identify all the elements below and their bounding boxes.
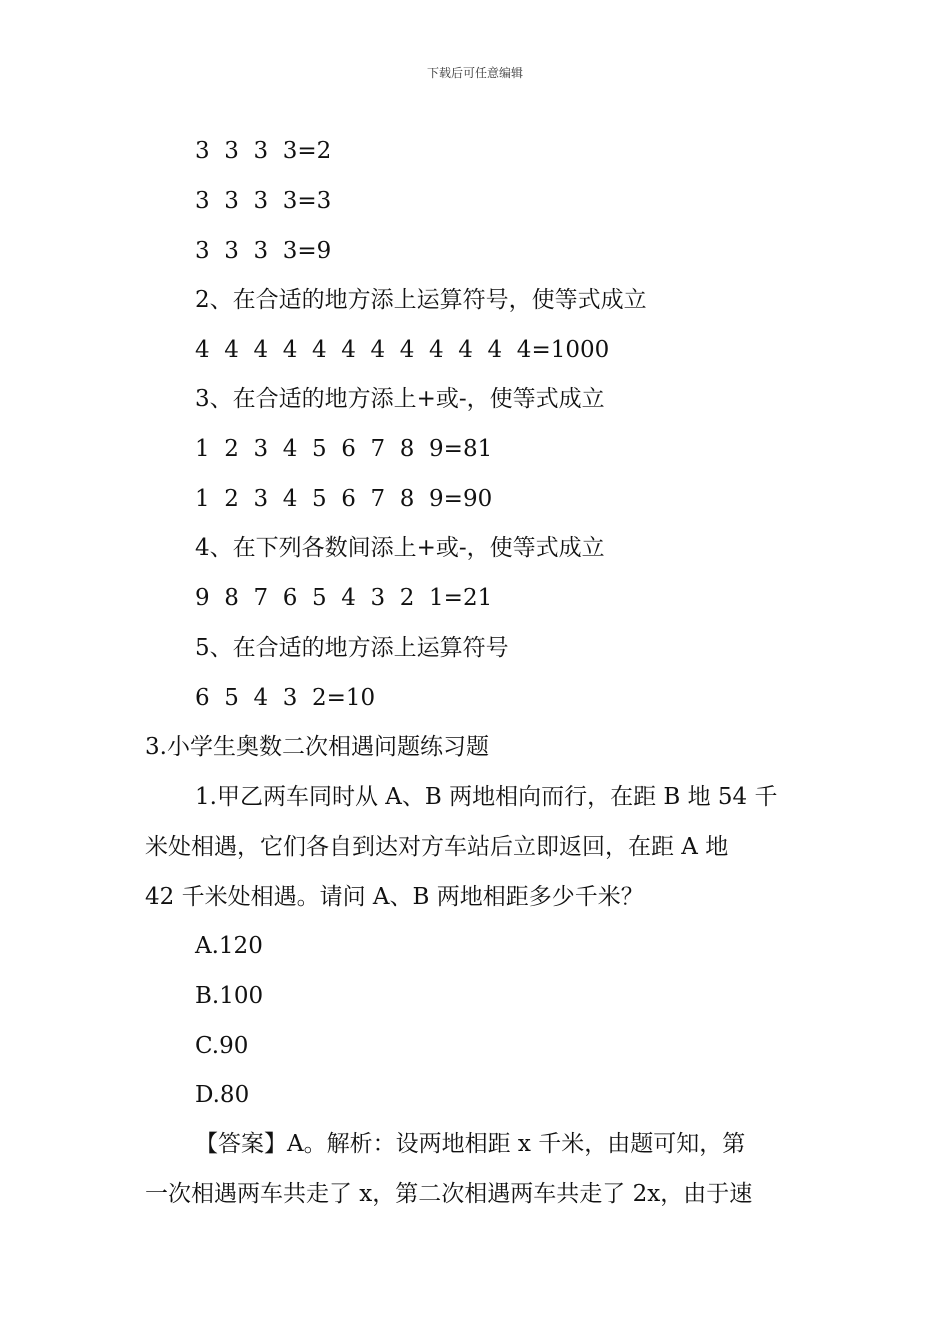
equation-line: 6 5 4 3 2=10 xyxy=(195,685,376,711)
page-header: 下载后可任意编辑 xyxy=(426,66,523,80)
section-title: 3.小学生奥数二次相遇问题练习题 xyxy=(145,734,489,760)
answer-text-line: 一次相遇两车共走了 x，第二次相遇两车共走了 2x，由于速 xyxy=(145,1181,753,1207)
option-a: A.120 xyxy=(195,933,263,959)
option-d: D.80 xyxy=(195,1082,250,1108)
equation-line: 1 2 3 4 5 6 7 8 9=81 xyxy=(195,436,493,462)
answer-text-line: 【答案】A。解析：设两地相距 x 千米，由题可知，第 xyxy=(195,1131,746,1157)
exercise-instruction: 5、在合适的地方添上运算符号 xyxy=(195,635,509,661)
equation-line: 3 3 3 3=3 xyxy=(195,188,332,214)
equation-line: 3 3 3 3=9 xyxy=(195,238,332,264)
equation-line: 3 3 3 3=2 xyxy=(195,138,332,164)
question-text-line: 1.甲乙两车同时从 A、B 两地相向而行，在距 B 地 54 千 xyxy=(195,784,778,810)
equation-line: 1 2 3 4 5 6 7 8 9=90 xyxy=(195,486,493,512)
question-text-line: 米处相遇，它们各自到达对方车站后立即返回，在距 A 地 xyxy=(145,834,729,860)
equation-line: 4 4 4 4 4 4 4 4 4 4 4 4=1000 xyxy=(195,337,610,363)
equation-line: 9 8 7 6 5 4 3 2 1=21 xyxy=(195,585,493,611)
exercise-instruction: 2、在合适的地方添上运算符号，使等式成立 xyxy=(195,287,647,313)
question-paragraph xyxy=(145,772,809,922)
exercise-instruction: 3、在合适的地方添上+或-，使等式成立 xyxy=(195,386,605,412)
exercise-instruction: 4、在下列各数间添上+或-，使等式成立 xyxy=(195,535,605,561)
question-text-line: 42 千米处相遇。请问 A、B 两地相距多少千米？ xyxy=(145,884,644,910)
option-c: C.90 xyxy=(195,1033,249,1059)
answer-paragraph xyxy=(145,1119,809,1219)
option-b: B.100 xyxy=(195,983,264,1009)
